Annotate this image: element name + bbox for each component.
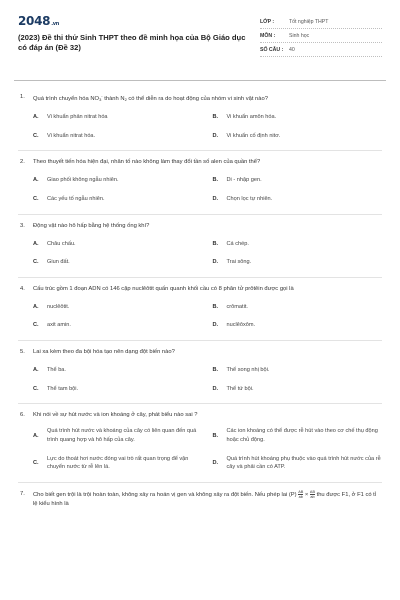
option-text: Lực do thoát hơi nước đóng vai trò rất quan trọng để vận chuyển nước từ rễ lên lá. — [47, 455, 189, 471]
option-a[interactable] — [33, 427, 203, 444]
option-text: Thể ba. — [47, 367, 66, 374]
option-text: Vi khuẩn amôn hóa. — [226, 113, 277, 120]
meta-row-subject — [260, 29, 382, 43]
question-5 — [18, 348, 382, 404]
stem-part: thành N — [102, 95, 125, 102]
option-c[interactable] — [33, 258, 203, 267]
option-a[interactable] — [33, 176, 203, 185]
stem-part: thu được F1, ở F1 có tỉ lệ kiểu hình là — [33, 492, 377, 508]
option-text: Thể song nhị bội. — [226, 367, 270, 374]
option-text: Vi khuẩn cố định nitơ. — [226, 132, 281, 139]
option-a[interactable] — [33, 303, 203, 312]
option-d[interactable] — [213, 385, 383, 394]
option-letter: D. — [212, 132, 219, 139]
question-6 — [18, 411, 382, 483]
site-logo[interactable] — [18, 14, 248, 28]
header-divider — [14, 80, 386, 81]
question-4 — [18, 285, 382, 341]
stem-part: có thể diễn ra do hoạt động của nhóm vi sinh vật nào? — [126, 95, 268, 102]
question-stem — [18, 348, 382, 357]
option-b[interactable] — [213, 240, 383, 249]
option-text: Vi khuẩn nitrat hóa. — [47, 132, 96, 139]
question-text: Theo thuyết tiến hóa hiện đại, nhân tố nào không làm thay đổi tần số alen của quần thể? — [33, 159, 261, 166]
question-number: 5. — [20, 349, 25, 356]
option-text: crômatit. — [226, 303, 248, 310]
option-c[interactable] — [33, 385, 203, 394]
question-stem — [18, 158, 382, 167]
option-c[interactable] — [33, 455, 203, 472]
question-number: 6. — [20, 412, 25, 419]
option-letter: A. — [33, 113, 39, 120]
option-a[interactable] — [33, 366, 203, 375]
frac-bottom: ab — [310, 495, 315, 499]
question-number: 2. — [20, 159, 25, 166]
option-letter: A. — [33, 432, 39, 439]
option-letter: B. — [212, 432, 219, 439]
option-letter: D. — [212, 259, 219, 266]
question-divider — [18, 150, 382, 151]
option-text: axit amin. — [47, 322, 71, 329]
logo-tld: .vn — [51, 21, 60, 27]
options-grid — [33, 240, 382, 277]
option-letter: A. — [33, 367, 39, 374]
options-grid — [33, 427, 382, 482]
option-b[interactable] — [213, 427, 383, 444]
question-number: 4. — [20, 285, 25, 292]
options-grid — [33, 113, 382, 150]
question-2 — [18, 158, 382, 214]
question-text: Cấu trúc gồm 1 đoạn ADN có 146 cặp nuclêôtit quấn quanh khối cầu có 8 phân tử prôtêin được gọi là — [33, 285, 294, 292]
question-number: 7. — [20, 491, 25, 498]
options-grid — [33, 303, 382, 340]
option-d[interactable] — [213, 258, 383, 267]
question-text — [33, 93, 382, 104]
question-stem — [18, 411, 382, 420]
document-title: (2023) Đề thi thử Sinh THPT theo đề minh họa của Bộ Giáo dục có đáp án (Đề 32) — [18, 33, 246, 53]
option-text: Vi khuẩn phản nitrat hóa — [47, 113, 108, 120]
option-c[interactable] — [33, 321, 203, 330]
option-text: Thể tam bội. — [47, 385, 79, 392]
frac-bottom: ab — [298, 495, 303, 499]
stem-part: × — [303, 492, 310, 499]
option-letter: B. — [212, 303, 219, 310]
option-letter: C. — [33, 195, 39, 202]
stem-sub: 3 — [99, 96, 102, 102]
header-left — [18, 14, 248, 72]
option-text: Trai sông. — [226, 259, 252, 266]
frac-top: AB — [298, 490, 304, 495]
option-letter: A. — [33, 177, 39, 184]
option-c[interactable] — [33, 195, 203, 204]
option-text: Quá trình hút nước và khoáng của cây có liên quan đến quá trình quang hợp và hô hấp của cây. — [47, 428, 197, 444]
option-d[interactable] — [213, 132, 383, 141]
option-b[interactable] — [213, 113, 383, 122]
option-text: Các yếu tố ngẫu nhiên. — [47, 195, 105, 202]
option-c[interactable] — [33, 132, 203, 141]
meta-key: SỐ CÂU : — [260, 46, 284, 53]
question-1 — [18, 93, 382, 151]
option-text: Di - nhập gen. — [226, 177, 262, 184]
option-d[interactable] — [213, 195, 383, 204]
options-grid — [33, 176, 382, 213]
meta-value: Tốt nghiệp THPT — [289, 18, 329, 25]
option-text: Cá chép. — [226, 240, 249, 247]
logo-main: 2048 — [18, 14, 51, 28]
option-letter: A. — [33, 240, 39, 247]
question-stem — [18, 285, 382, 294]
option-letter: C. — [33, 385, 39, 392]
question-stem — [18, 93, 382, 104]
question-3 — [18, 222, 382, 278]
question-divider — [18, 403, 382, 404]
option-letter: D. — [212, 460, 219, 467]
option-text: Các ion khoáng có thể được rễ hút vào theo cơ chế thụ động hoặc chủ động. — [226, 428, 378, 444]
question-text — [33, 490, 382, 509]
option-letter: D. — [212, 322, 219, 329]
meta-key: MÔN : — [260, 32, 276, 39]
question-divider — [18, 214, 382, 215]
option-d[interactable] — [213, 455, 383, 472]
frac-top: AB — [309, 490, 315, 495]
option-text: nuclêôtit. — [47, 303, 70, 310]
option-text: Giao phối không ngẫu nhiên. — [47, 177, 119, 184]
question-text: Khi nói về sự hút nước và ion khoáng ở cây, phát biểu nào sai ? — [33, 412, 198, 419]
option-letter: C. — [33, 259, 39, 266]
option-letter: C. — [33, 132, 39, 139]
option-letter: C. — [33, 460, 39, 467]
option-letter: B. — [212, 367, 219, 374]
option-text: Giun đất. — [47, 259, 70, 266]
option-text: nuclêôxôm. — [226, 322, 256, 329]
document-header — [18, 14, 382, 72]
question-number: 3. — [20, 222, 25, 229]
option-d[interactable] — [213, 321, 383, 330]
question-7 — [18, 490, 382, 509]
option-a[interactable] — [33, 240, 203, 249]
option-letter: D. — [212, 195, 219, 202]
option-letter: B. — [212, 177, 219, 184]
option-b[interactable] — [213, 176, 383, 185]
meta-row-count — [260, 43, 382, 57]
options-grid — [33, 366, 382, 403]
option-a[interactable] — [33, 113, 203, 122]
question-divider — [18, 340, 382, 341]
question-stem — [18, 490, 382, 509]
question-divider — [18, 482, 382, 483]
question-list — [18, 93, 382, 509]
stem-part: Cho biết gen trội là trội hoàn toàn, không xảy ra hoán vị gen và không xảy ra đột biến. Nếu phép lai (P) — [33, 492, 299, 499]
option-text: Chọn lọc tự nhiên. — [226, 195, 273, 202]
stem-sub: 2 — [124, 96, 127, 102]
meta-key: LỚP : — [260, 18, 275, 25]
option-letter: A. — [33, 303, 39, 310]
meta-value: Sinh học — [289, 32, 310, 39]
option-letter: B. — [212, 240, 219, 247]
question-text: Động vật nào hô hấp bằng hệ thống ống khí? — [33, 222, 150, 229]
stem-part: Quá trình chuyển hóa NO — [33, 95, 100, 102]
option-b[interactable] — [213, 366, 383, 375]
header-meta — [260, 14, 382, 72]
option-letter: C. — [33, 322, 39, 329]
option-text: Thể tứ bội. — [226, 385, 254, 392]
question-text: Lai xa kèm theo đa bội hóa tạo nên dạng đột biến nào? — [33, 349, 175, 356]
meta-value: 40 — [289, 46, 295, 53]
stem-sup: - — [101, 93, 103, 98]
option-letter: D. — [212, 385, 219, 392]
question-number: 1. — [20, 94, 25, 100]
question-divider — [18, 277, 382, 278]
option-b[interactable] — [213, 303, 383, 312]
option-text: Quá trình hút khoáng phụ thuộc vào quá trình hút nước của rễ cây và phải cần có ATP. — [226, 455, 381, 471]
meta-row-class — [260, 15, 382, 29]
option-letter: B. — [212, 113, 219, 120]
option-text: Châu chấu. — [47, 240, 76, 247]
question-stem — [18, 222, 382, 231]
